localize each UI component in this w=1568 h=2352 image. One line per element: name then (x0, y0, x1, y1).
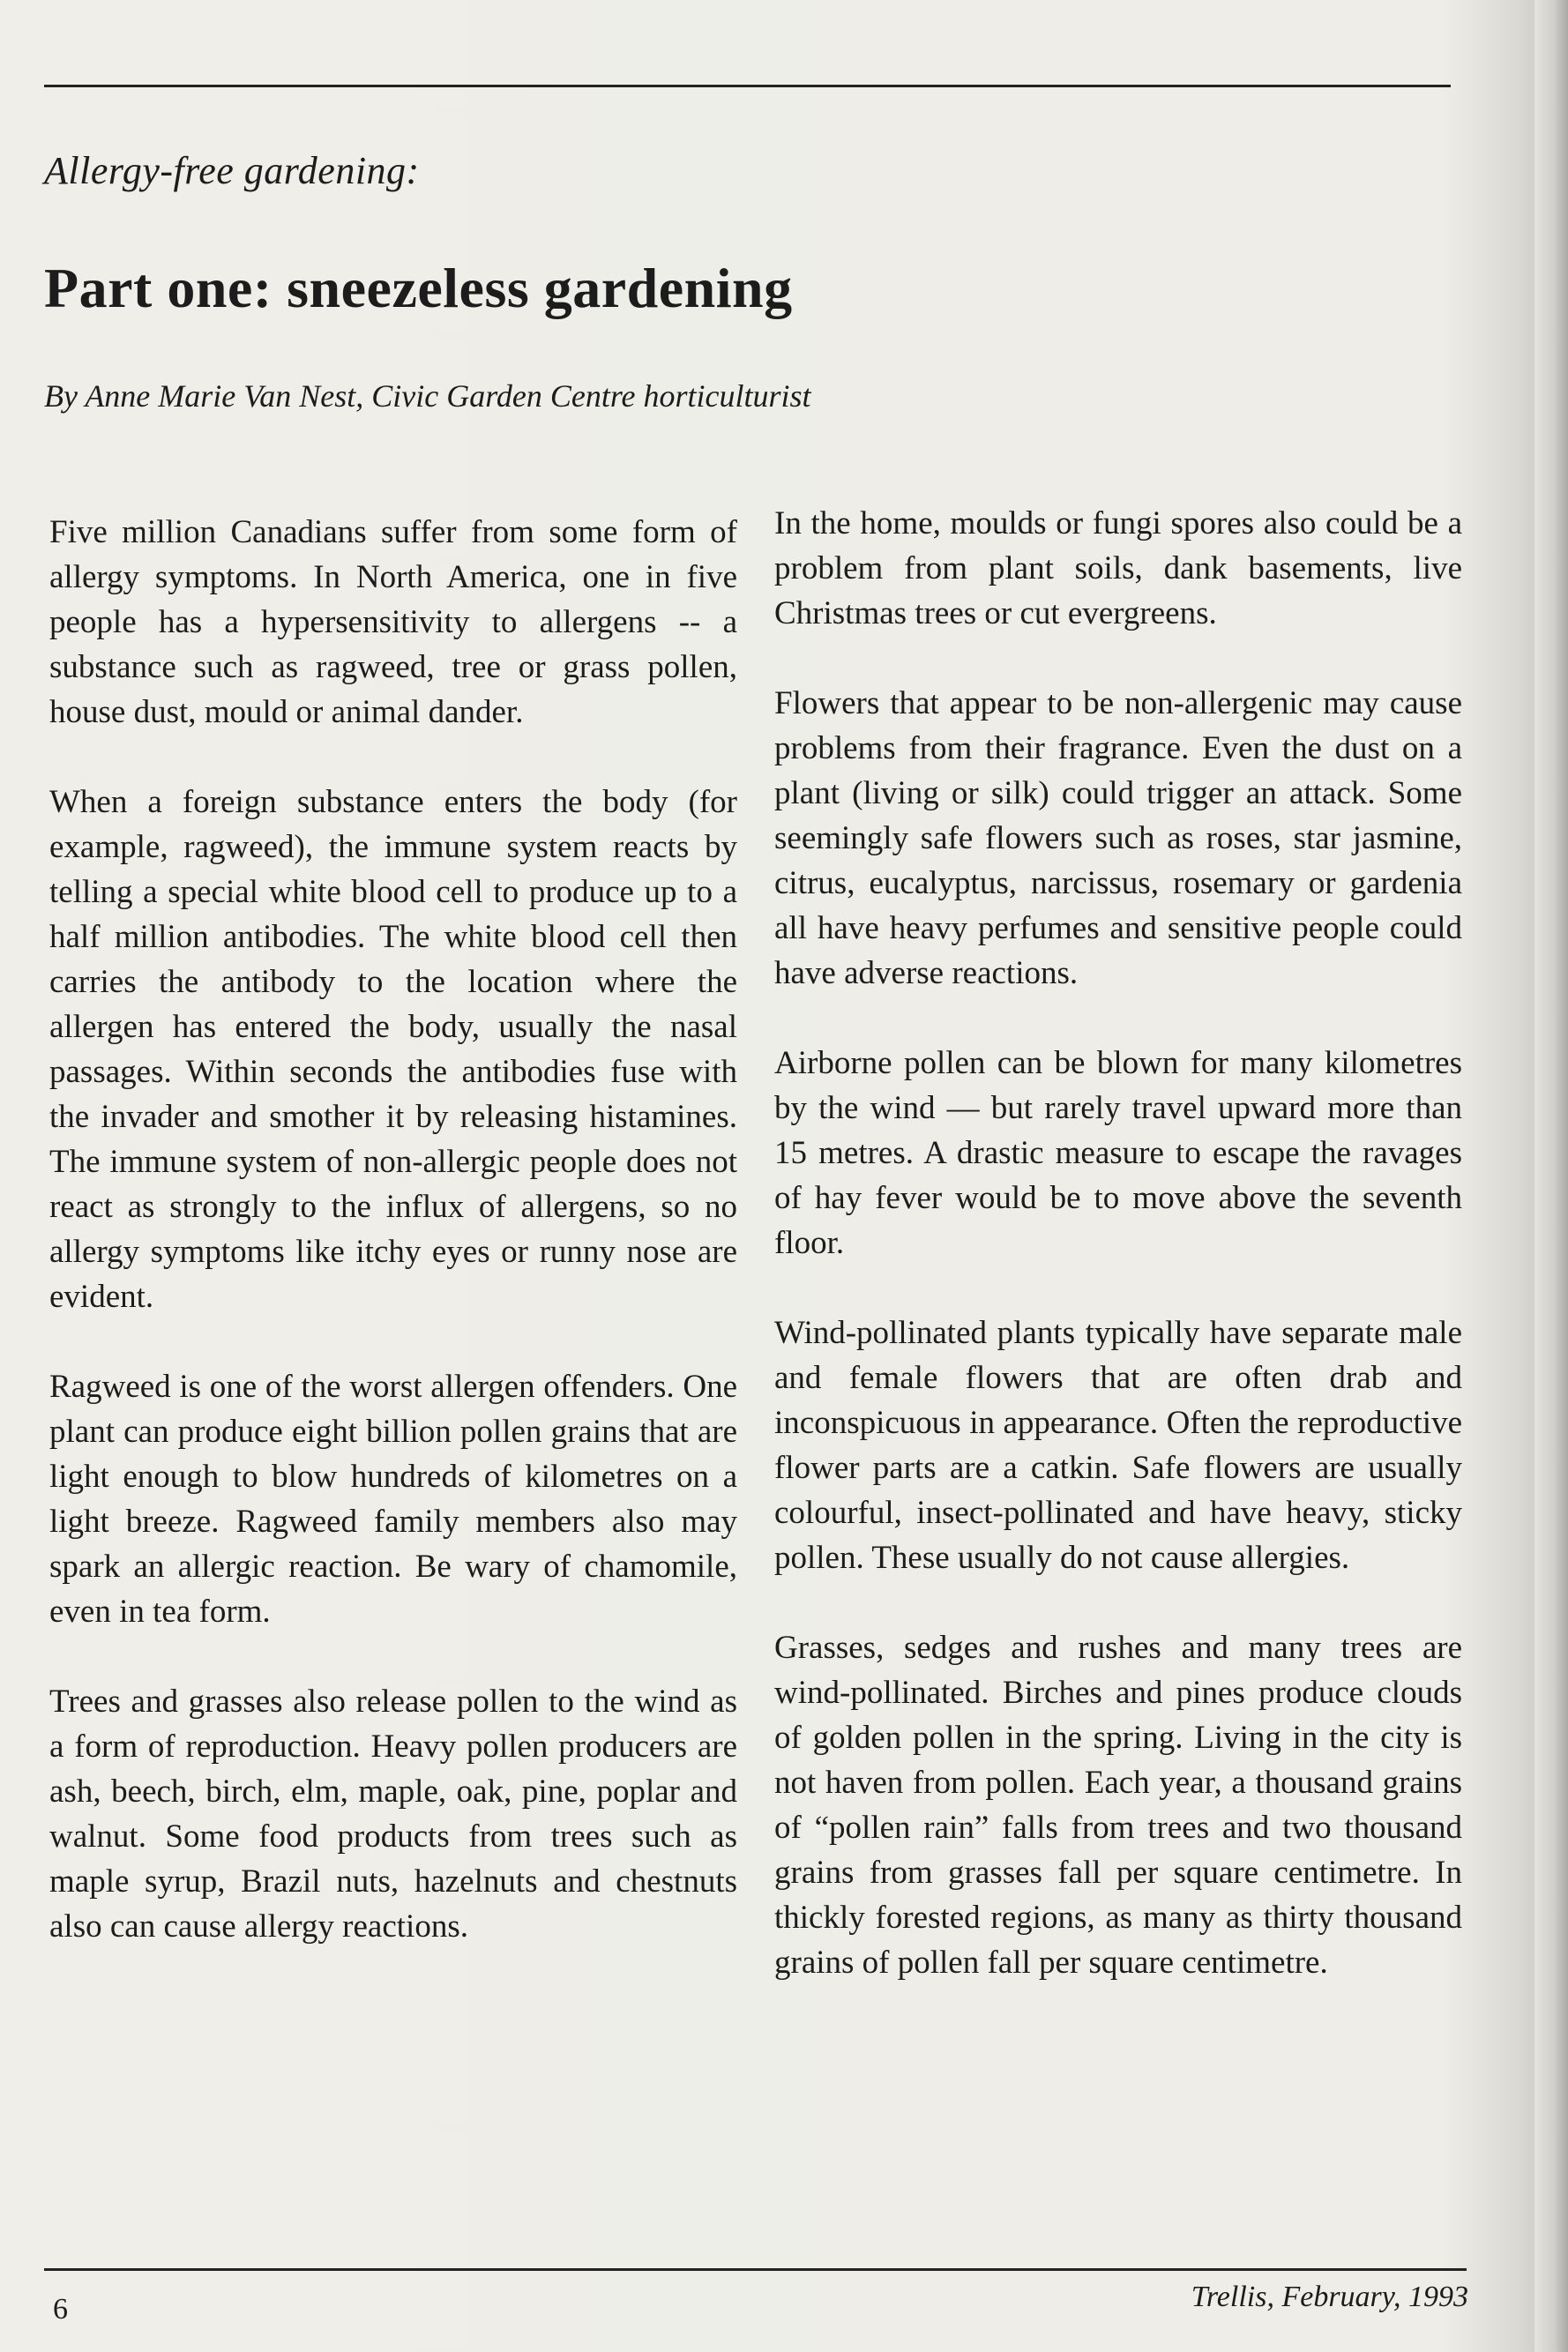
paragraph: Ragweed is one of the worst allergen offenders. One plant can produce eight billion pollen grains that are light enough to blow hundreds of kilometres on a light breeze. Ragweed family members also may spark an allergic reaction. Be wary of chamomile, even in tea form. (49, 1369, 737, 1630)
publication-line: Trellis, February, 1993 (1191, 2281, 1468, 2313)
paragraph: Airborne pollen can be blown for many kilometres by the wind — but rarely travel upward more than 15 metres. A drastic measure to escape the ravages of hay fever would be to move above the seventh floor. (774, 1045, 1462, 1261)
bottom-rule (44, 2268, 1467, 2271)
paragraph: In the home, moulds or fungi spores also could be a problem from plant soils, dank basements, live Christmas trees or cut evergreens. (774, 505, 1462, 631)
article-headline: Part one: sneezeless gardening (44, 257, 793, 319)
paragraph: Wind-pollinated plants typically have separate male and female flowers that are often drab and inconspicuous in appearance. Often the reproductive flower parts are a catkin. Safe flowers are usually colourful, insect-pollinated and have heavy, sticky pollen. These usually do not cause allergies. (774, 1315, 1462, 1576)
paragraph: Flowers that appear to be non-allergenic may cause problems from their fragrance. Even the dust on a plant (living or silk) could trigger an attack. Some seemingly safe flowers such as roses, star jasmine, citrus, eucalyptus, narcissus, rosemary or gardenia all have heavy perfumes and sensitive people could have adverse reactions. (774, 685, 1462, 991)
right-column (774, 501, 1462, 2030)
paragraph: Trees and grasses also release pollen to the wind as a form of reproduction. Heavy pollen producers are ash, beech, birch, elm, maple, oak, pine, poplar and walnut. Some food products from trees such as maple syrup, Brazil nuts, hazelnuts and chestnuts also can cause allergy reactions. (49, 1684, 737, 1945)
top-rule (44, 85, 1451, 87)
article-byline: By Anne Marie Van Nest, Civic Garden Centre horticulturist (44, 378, 811, 414)
page-number: 6 (53, 2293, 68, 2326)
paragraph: When a foreign substance enters the body (for example, ragweed), the immune system reacts by telling a special white blood cell to produce up to a half million antibodies. The white blood cell then carries the antibody to the location where the allergen has entered the body, usually the nasal passages. Within seconds the antibodies fuse with the invader and smother it by releasing histamines. The immune system of non-allergic people does not react as strongly to the influx of allergens, so no allergy symptoms like itchy eyes or runny nose are evident. (49, 784, 737, 1315)
page-edge-shadow (1534, 0, 1568, 2352)
paragraph: Five million Canadians suffer from some form of allergy symptoms. In North America, one in five people has a hypersensitivity to allergens -- a substance such as ragweed, tree or grass pollen, house dust, mould or animal dander. (49, 514, 737, 730)
article-kicker: Allergy-free gardening: (44, 149, 420, 192)
left-column (49, 510, 737, 1994)
paragraph: Grasses, sedges and rushes and many trees are wind-pollinated. Birches and pines produce clouds of golden pollen in the spring. Living in the city is not haven from pollen. Each year, a thousand grains of “pollen rain” falls from trees and two thousand grains from grasses fall per square centimetre. In thickly forested regions, as many as thirty thousand grains of pollen fall per square centimetre. (774, 1630, 1462, 1981)
